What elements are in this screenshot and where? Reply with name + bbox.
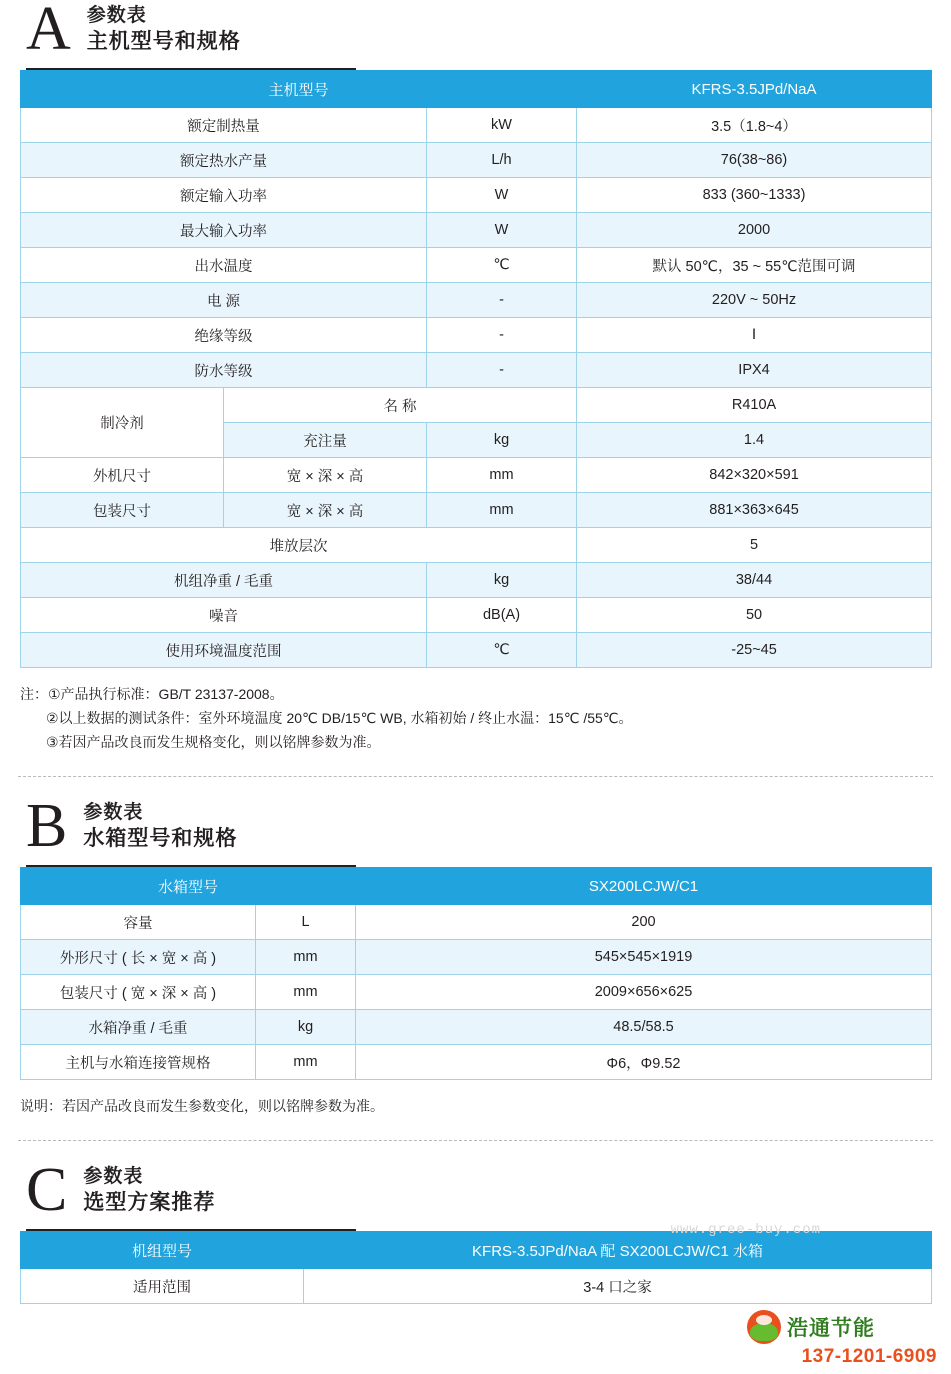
row-label: 额定输入功率 bbox=[21, 178, 427, 213]
row-unit: kW bbox=[427, 108, 577, 143]
row-value: 200 bbox=[356, 905, 932, 940]
row-label: 最大输入功率 bbox=[21, 213, 427, 248]
row-unit: W bbox=[427, 213, 577, 248]
row-unit: ℃ bbox=[427, 633, 577, 668]
row-label: 防水等级 bbox=[21, 353, 427, 388]
row-unit: - bbox=[427, 353, 577, 388]
header-cell-model-label: 主机型号 bbox=[21, 71, 577, 108]
section-title-b-line2: 水箱型号和规格 bbox=[83, 827, 238, 850]
table-row-header bbox=[21, 868, 932, 905]
row-label: 包装尺寸 ( 宽 × 深 × 高 ) bbox=[21, 975, 256, 1010]
row-value: -25~45 bbox=[577, 633, 932, 668]
header-cell-tank-label: 水箱型号 bbox=[21, 868, 356, 905]
section-divider bbox=[18, 1140, 933, 1141]
header-cell-model-value: KFRS-3.5JPd/NaA bbox=[577, 71, 932, 108]
table-row bbox=[21, 905, 932, 940]
row-group-label: 包装尺寸 bbox=[21, 493, 224, 528]
row-value: 76(38~86) bbox=[577, 143, 932, 178]
table-row bbox=[21, 318, 932, 353]
row-unit: kg bbox=[427, 563, 577, 598]
site-watermark: www.gree-buy.com bbox=[670, 1222, 821, 1238]
table-row bbox=[21, 975, 932, 1010]
section-title-c-line1: 参数表 bbox=[83, 1166, 144, 1187]
table-row bbox=[21, 1010, 932, 1045]
row-value: Ⅰ bbox=[577, 318, 932, 353]
section-heading-b bbox=[0, 792, 951, 860]
row-value: 1.4 bbox=[577, 423, 932, 458]
row-unit: W bbox=[427, 178, 577, 213]
table-row bbox=[21, 388, 932, 423]
notes-section-b bbox=[20, 1094, 931, 1118]
header-cell-tank-value: SX200LCJW/C1 bbox=[356, 868, 932, 905]
table-row bbox=[21, 108, 932, 143]
notes-section-a bbox=[20, 682, 931, 754]
section-heading-c bbox=[0, 1156, 951, 1224]
row-label: 堆放层次 bbox=[21, 528, 577, 563]
note-line: ②以上数据的测试条件：室外环境温度 20℃ DB/15℃ WB, 水箱初始 / 终止水温：15℃ /55℃。 bbox=[46, 710, 633, 726]
table-row bbox=[21, 248, 932, 283]
section-title-a-line2: 主机型号和规格 bbox=[86, 30, 241, 53]
row-unit: mm bbox=[256, 975, 356, 1010]
row-unit: L/h bbox=[427, 143, 577, 178]
row-value: 38/44 bbox=[577, 563, 932, 598]
row-label: 水箱净重 / 毛重 bbox=[21, 1010, 256, 1045]
row-value: IPX4 bbox=[577, 353, 932, 388]
row-unit: mm bbox=[256, 940, 356, 975]
section-title-b-line1: 参数表 bbox=[83, 802, 144, 823]
row-value: 833 (360~1333) bbox=[577, 178, 932, 213]
row-unit: - bbox=[427, 283, 577, 318]
row-unit: mm bbox=[427, 458, 577, 493]
row-label: 额定热水产量 bbox=[21, 143, 427, 178]
header-cell-unit-model-value: KFRS-3.5JPd/NaA 配 SX200LCJW/C1 水箱 bbox=[304, 1232, 932, 1269]
row-value: 220V ~ 50Hz bbox=[577, 283, 932, 318]
row-value: 545×545×1919 bbox=[356, 940, 932, 975]
note-line: 说明：若因产品改良而发生参数变化，则以铭牌参数为准。 bbox=[20, 1098, 384, 1114]
table-row bbox=[21, 178, 932, 213]
row-label: 机组净重 / 毛重 bbox=[21, 563, 427, 598]
row-value: Φ6，Φ9.52 bbox=[356, 1045, 932, 1080]
row-label: 容量 bbox=[21, 905, 256, 940]
row-value: 881×363×645 bbox=[577, 493, 932, 528]
row-label: 电 源 bbox=[21, 283, 427, 318]
row-label: 宽 × 深 × 高 bbox=[224, 493, 427, 528]
table-selection-recommendation bbox=[20, 1231, 932, 1304]
company-name: 浩通节能 bbox=[787, 1317, 875, 1340]
row-unit: L bbox=[256, 905, 356, 940]
row-label: 主机与水箱连接管规格 bbox=[21, 1045, 256, 1080]
table-water-tank-spec bbox=[20, 867, 932, 1080]
table-row bbox=[21, 283, 932, 318]
table-row bbox=[21, 528, 932, 563]
row-unit: dB(A) bbox=[427, 598, 577, 633]
row-value: 3-4 口之家 bbox=[304, 1269, 932, 1304]
row-label: 绝缘等级 bbox=[21, 318, 427, 353]
row-value: 48.5/58.5 bbox=[356, 1010, 932, 1045]
row-value: 2009×656×625 bbox=[356, 975, 932, 1010]
row-label: 噪音 bbox=[21, 598, 427, 633]
row-label: 充注量 bbox=[224, 423, 427, 458]
row-unit: kg bbox=[256, 1010, 356, 1045]
row-label: 额定制热量 bbox=[21, 108, 427, 143]
section-title-c-line2: 选型方案推荐 bbox=[83, 1191, 216, 1214]
row-value: 2000 bbox=[577, 213, 932, 248]
note-line: 注：①产品执行标准：GB/T 23137-2008。 bbox=[20, 686, 284, 702]
row-unit: - bbox=[427, 318, 577, 353]
table-row bbox=[21, 598, 932, 633]
table-row bbox=[21, 940, 932, 975]
row-value: 3.5（1.8~4） bbox=[577, 108, 932, 143]
note-line: ③若因产品改良而发生规格变化，则以铭牌参数为准。 bbox=[46, 734, 381, 750]
header-cell-unit-model-label: 机组型号 bbox=[21, 1232, 304, 1269]
leaf-logo-icon bbox=[747, 1310, 781, 1344]
section-heading-a bbox=[0, 0, 951, 63]
row-group-label: 制冷剂 bbox=[21, 388, 224, 458]
section-title-a-line1: 参数表 bbox=[86, 5, 147, 26]
row-label: 外形尺寸 ( 长 × 宽 × 高 ) bbox=[21, 940, 256, 975]
section-divider bbox=[18, 776, 933, 777]
table-row bbox=[21, 353, 932, 388]
table-row bbox=[21, 493, 932, 528]
row-label: 出水温度 bbox=[21, 248, 427, 283]
row-value: R410A bbox=[577, 388, 932, 423]
table-row bbox=[21, 1045, 932, 1080]
row-label: 适用范围 bbox=[21, 1269, 304, 1304]
row-value: 50 bbox=[577, 598, 932, 633]
company-phone: 137-1201-6909 bbox=[801, 1346, 937, 1367]
table-row bbox=[21, 143, 932, 178]
section-letter-c: C bbox=[26, 1156, 68, 1224]
company-logo bbox=[747, 1310, 937, 1366]
row-label: 名 称 bbox=[224, 388, 577, 423]
row-value: 842×320×591 bbox=[577, 458, 932, 493]
section-letter-a: A bbox=[26, 0, 71, 63]
table-main-unit-spec bbox=[20, 70, 932, 668]
table-row-header bbox=[21, 71, 932, 108]
row-unit: mm bbox=[256, 1045, 356, 1080]
row-group-label: 外机尺寸 bbox=[21, 458, 224, 493]
table-row bbox=[21, 213, 932, 248]
table-row bbox=[21, 458, 932, 493]
row-value: 默认 50℃，35 ~ 55℃范围可调 bbox=[577, 248, 932, 283]
section-letter-b: B bbox=[26, 792, 68, 860]
table-row bbox=[21, 633, 932, 668]
row-unit: mm bbox=[427, 493, 577, 528]
row-unit: ℃ bbox=[427, 248, 577, 283]
row-value: 5 bbox=[577, 528, 932, 563]
row-label: 使用环境温度范围 bbox=[21, 633, 427, 668]
table-row bbox=[21, 1269, 932, 1304]
table-row bbox=[21, 563, 932, 598]
row-unit: kg bbox=[427, 423, 577, 458]
row-label: 宽 × 深 × 高 bbox=[224, 458, 427, 493]
